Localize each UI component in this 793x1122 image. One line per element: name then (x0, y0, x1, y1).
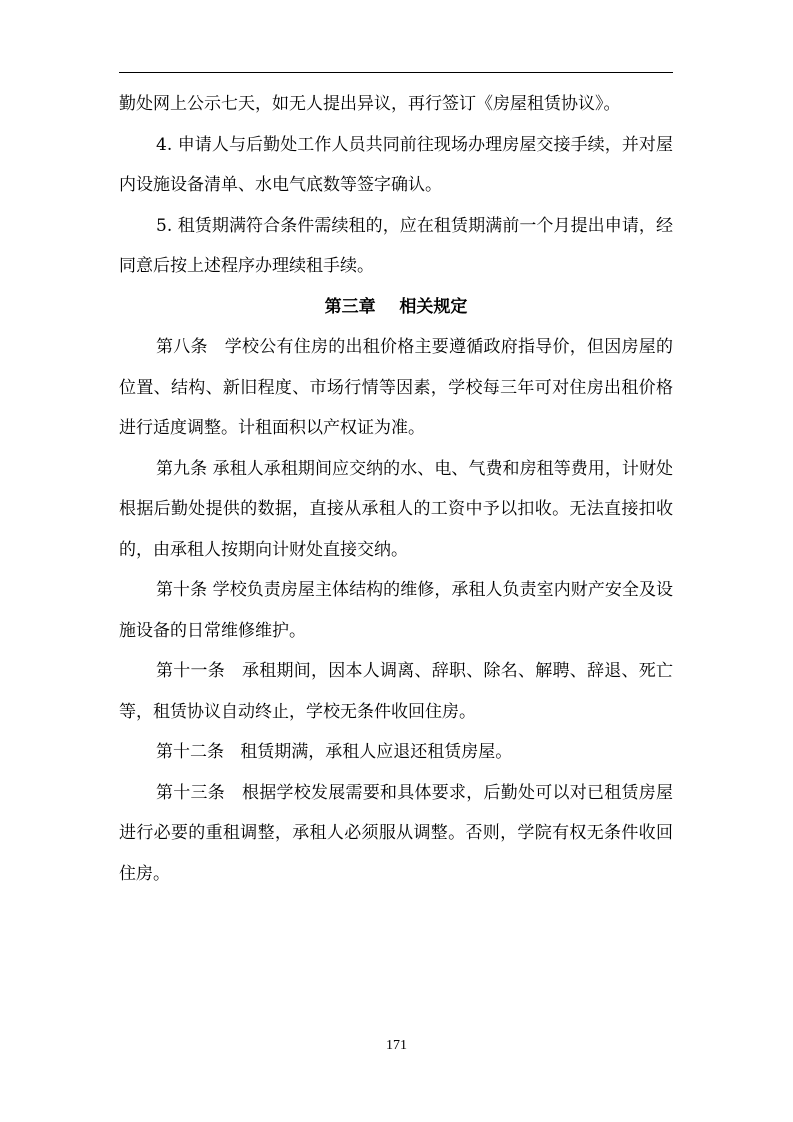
header-rule (119, 72, 673, 73)
document-body (119, 84, 673, 894)
article-text: 根据学校发展需要和具体要求，后勤处可以对已租赁房屋进行必要的重租调整，承租人必须服从调整。否则，学院有权无条件收回住房。 (119, 782, 674, 884)
article-10 (119, 570, 673, 651)
article-8 (119, 327, 673, 449)
article-9 (119, 449, 673, 571)
article-11 (119, 651, 673, 732)
paragraph-continued: 勤处网上公示七天，如无人提出异议，再行签订《房屋租赁协议》。 (119, 94, 621, 114)
paragraph-item-5: 5. 租赁期满符合条件需续租的，应在租赁期满前一个月提出申请，经同意后按上述程序办理续租手续。 (119, 215, 673, 276)
article-label: 第十条 (156, 580, 208, 600)
article-text: 承租期间，因本人调离、辞职、除名、解聘、辞退、死亡等，租赁协议自动终止，学校无条件收回住房。 (119, 661, 674, 722)
page-number: 171 (386, 1038, 407, 1053)
article-label: 第十一条 (156, 661, 226, 681)
article-label: 第八条 (156, 337, 208, 357)
article-text: 承租人承租期间应交纳的水、电、气费和房租等费用，计财处根据后勤处提供的数据，直接从承租人的工资中予以扣收。无法直接扣收的，由承租人按期向计财处直接交纳。 (119, 458, 674, 560)
article-text: 学校负责房屋主体结构的维修，承租人负责室内财产安全及设施设备的日常维修维护。 (119, 580, 674, 641)
chapter-title: 相关规定 (399, 296, 468, 317)
article-label: 第九条 (156, 458, 208, 479)
article-text: 租赁期满，承租人应退还租赁房屋。 (240, 742, 513, 762)
article-12 (119, 732, 673, 773)
article-label: 第十三条 (156, 782, 226, 803)
chapter-heading (119, 287, 673, 328)
paragraph-item-4: 4. 申请人与后勤处工作人员共同前往现场办理房屋交接手续，并对屋内设施设备清单、水电气底数等签字确认。 (119, 134, 673, 195)
article-13 (119, 773, 673, 895)
article-text: 学校公有住房的出租价格主要遵循政府指导价，但因房屋的位置、结构、新旧程度、市场行情等因素，学校每三年可对住房出租价格进行适度调整。计租面积以产权证为准。 (119, 337, 674, 438)
chapter-number: 第三章 (324, 296, 376, 317)
article-label: 第十二条 (156, 742, 224, 762)
